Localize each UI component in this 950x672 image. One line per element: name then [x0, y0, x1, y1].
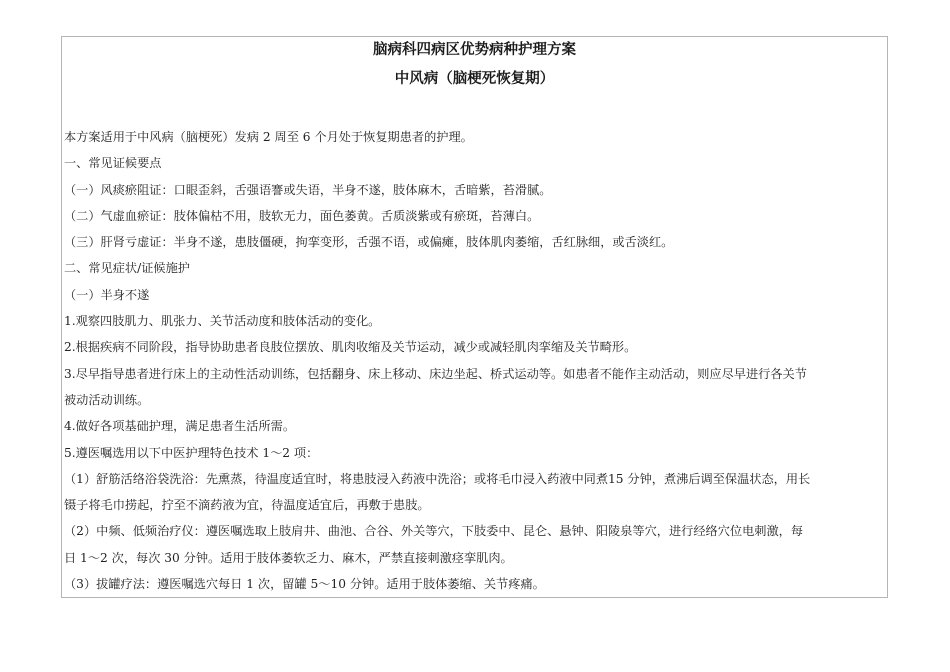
document-body: [64, 124, 890, 597]
text-line: 3.尽早指导患者进行床上的主动性活动训练，包括翻身、床上移动、床边坐起、桥式运动等。如患者不能作主动活动，则应尽早进行各关节: [64, 366, 807, 381]
section-heading: 二、常见症状/证候施护: [64, 261, 190, 276]
text-line: 被动活动训练。: [64, 392, 150, 407]
text-line: （二）气虚血瘀证：肢体偏枯不用，肢软无力，面色萎黄。舌质淡紫或有瘀斑，苔薄白。: [64, 208, 540, 223]
text-line: 4.做好各项基础护理，满足患者生活所需。: [64, 419, 296, 434]
text-line: 5.遵医嘱选用以下中医护理特色技术 1～2 项：: [64, 445, 319, 460]
text-line: （3）拔罐疗法：遵医嘱选穴每日 1 次，留罐 5～10 分钟。适用于肢体萎缩、关节疼痛。: [64, 577, 545, 592]
document-title: 脑病科四病区优势病种护理方案: [373, 42, 576, 58]
text-line: 2.根据疾病不同阶段，指导协助患者良肢位摆放、肌肉收缩及关节运动，减少或减轻肌肉挛缩及关节畸形。: [64, 340, 637, 355]
text-line: （三）肝肾亏虚证：半身不遂，患肢僵硬，拘挛变形，舌强不语，或偏瘫，肢体肌肉萎缩，舌红脉细，或舌淡红。: [64, 235, 674, 250]
text-line: 本方案适用于中风病（脑梗死）发病 2 周至 6 个月处于恢复期患者的护理。: [64, 130, 473, 144]
document-frame: [61, 36, 888, 598]
text-line: （一）风痰瘀阻证：口眼歪斜，舌强语謇或失语，半身不遂，肢体麻木，舌暗紫，苔滑腻。: [64, 182, 552, 197]
text-line: 镊子将毛巾捞起，拧至不滴药液为宜，待温度适宜后，再敷于患肢。: [64, 498, 430, 513]
text-line: 日 1～2 次，每次 30 分钟。适用于肢体萎软乏力、麻木，严禁直接刺激痉挛肌肉。: [64, 550, 513, 565]
subsection-heading: （一）半身不遂: [64, 287, 150, 302]
text-line: （1）舒筋活络浴袋洗浴：先熏蒸，待温度适宜时，将患肢浸入药液中洗浴；或将毛巾浸入药液中同煮15 分钟，煮沸后调至保温状态，用长: [64, 471, 811, 486]
text-line: 1.观察四肢肌力、肌张力、关节活动度和肢体活动的变化。: [64, 314, 381, 329]
section-heading: 一、常见证候要点: [64, 156, 162, 171]
document-subtitle: 中风病（脑梗死恢复期）: [394, 71, 555, 87]
text-line: （2）中频、低频治疗仪：遵医嘱选取上肢肩井、曲池、合谷、外关等穴，下肢委中、昆仑、悬钟、阳陵泉等穴，进行经络穴位电刺激，每: [64, 524, 804, 539]
